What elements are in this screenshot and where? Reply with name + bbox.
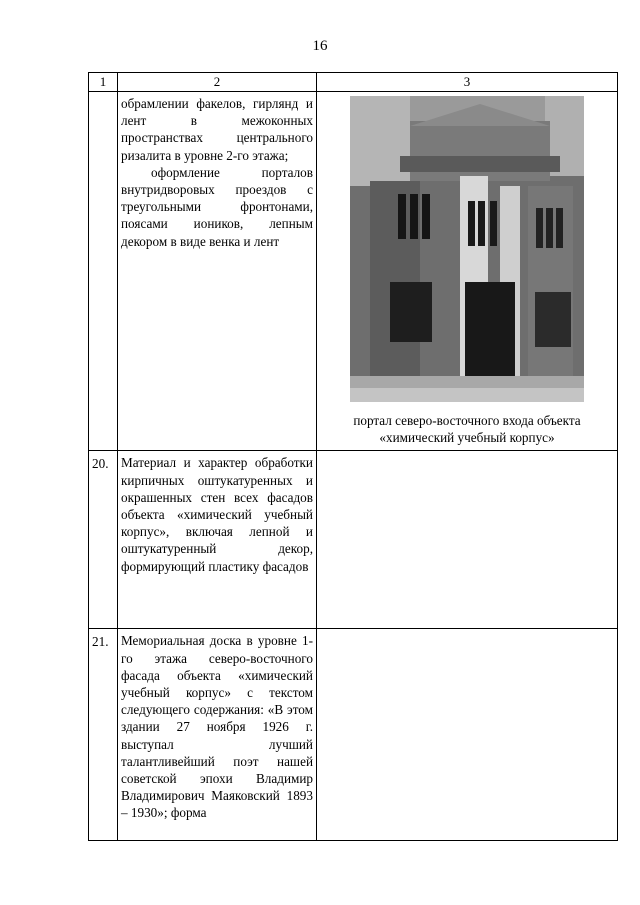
photo-caption: портал северо-восточного входа объекта «химический учебный корпус» — [353, 413, 581, 446]
header-col-2: 2 — [118, 73, 317, 92]
description-paragraph-1: обрамлении факелов, гирлянд и лент в межоконных пространствах центрального ризалита в уровне 2-го этажа; — [121, 96, 313, 163]
table-row-20 — [89, 451, 618, 629]
row-number: 20. — [89, 451, 118, 629]
page-number: 16 — [312, 38, 328, 54]
row-description: Материал и характер обработки кирпичных оштукатуренных и окрашенных стен всех фасадов объекта «химический учебный корпус», включая лепной и оштукатуренный декор, формирующий пластику фасадов — [118, 451, 317, 629]
table-header-row — [89, 73, 618, 92]
row-description: Мемориальная доска в уровне 1-го этажа северо-восточного фасада объекта «химический учебный корпус» с текстом следующего содержания: «В этом здании 27 ноября 1926 г. выступал лучший талантливейший поэт нашей советской эпохи Владимир Владимирович Маяковский 1893 – 1930»; форма — [118, 629, 317, 841]
row-number: 21. — [89, 629, 118, 841]
photo-cell — [317, 92, 618, 451]
empty-photo-cell — [317, 451, 618, 629]
description-paragraph-2: оформление порталов внутридворовых проездов с треугольными фронтонами, поясами иоников, лепным декором в виде венка и лент — [121, 164, 313, 249]
header-col-3: 3 — [317, 73, 618, 92]
building-portal-photo — [350, 96, 584, 402]
row-number-empty — [89, 92, 118, 451]
object-features-table — [88, 72, 618, 841]
header-col-1: 1 — [89, 73, 118, 92]
empty-photo-cell — [317, 629, 618, 841]
table-row-21 — [89, 629, 618, 841]
row-description — [118, 92, 317, 451]
table-row-continued — [89, 92, 618, 451]
